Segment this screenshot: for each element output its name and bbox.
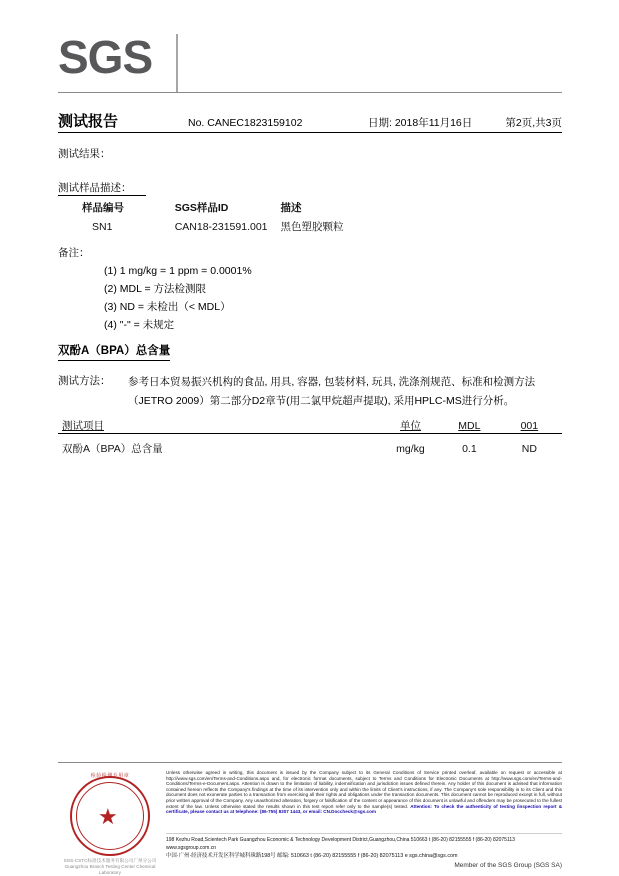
cell-test-item: 双酚A（BPA）总含量 bbox=[62, 443, 163, 455]
list-item: (1) 1 mg/kg = 1 ppm = 0.0001% bbox=[104, 265, 252, 277]
cell-unit: mg/kg bbox=[396, 442, 425, 455]
legal-doccheck-line: Attention: To check the authenticity of testing /inspection report & certificate, please contact us at telephone: (86-755) 8307 1443, or email: CN.Doccheck@sgs.com bbox=[166, 803, 563, 815]
seal-caption bbox=[62, 858, 158, 876]
section-heading-bpa: 双酚A（BPA）总含量 bbox=[58, 342, 170, 361]
results-label: 测试结果： bbox=[58, 148, 111, 160]
col-sample-no: 样品编号 bbox=[82, 202, 124, 214]
report-number: No. CANEC1823159102 bbox=[188, 117, 303, 129]
report-date: 日期: 2018年11月16日 bbox=[368, 117, 473, 129]
footer-address bbox=[166, 836, 562, 860]
company-seal-stamp bbox=[62, 772, 158, 875]
cell-mdl: 0.1 bbox=[462, 442, 477, 455]
footer-member-line: Member of the SGS Group (SGS SA) bbox=[454, 862, 562, 869]
report-header-row bbox=[58, 110, 562, 131]
sample-description-underline bbox=[58, 195, 146, 196]
sgs-logo-text: SGS bbox=[58, 31, 153, 83]
sample-description-label: 测试样品描述： bbox=[58, 182, 132, 194]
cell-result-001: ND bbox=[521, 442, 537, 455]
footer-address-cn bbox=[166, 852, 562, 860]
address-divider bbox=[166, 833, 562, 834]
cell-sgs-id: CAN18-231591.001 bbox=[174, 220, 268, 233]
table-row bbox=[58, 436, 562, 457]
list-item: (4) "-" = 未规定 bbox=[104, 319, 175, 331]
col-description: 描述 bbox=[280, 202, 302, 214]
header-divider bbox=[58, 92, 562, 93]
remarks-label: 备注： bbox=[58, 247, 90, 259]
sample-table bbox=[82, 200, 482, 234]
result-table bbox=[58, 418, 562, 457]
footer-divider bbox=[58, 762, 562, 763]
table-row bbox=[82, 219, 482, 234]
seal-caption-line-1: SGS-CSTC标准技术服务有限公司广州分公司 bbox=[63, 858, 157, 863]
table-header-row bbox=[82, 200, 482, 219]
star-icon: ★ bbox=[98, 804, 118, 829]
col-test-item: 测试项目 bbox=[62, 420, 104, 432]
seal-caption-line-2: Guangzhou Branch Testing Center Chemical Laboratory bbox=[64, 864, 156, 875]
footer-address-cn-main: 中国·广州·经济技术开发区科学城科珠路198号 bbox=[166, 853, 276, 859]
col-unit: 单位 bbox=[399, 420, 421, 432]
test-method-label: 测试方法： bbox=[58, 375, 111, 387]
col-sgs-id: SGS样品ID bbox=[174, 202, 229, 214]
cell-description: 黑色塑胶颗粒 bbox=[280, 221, 344, 233]
col-sample-001: 001 bbox=[520, 419, 539, 432]
list-item: (2) MDL = 方法检测限 bbox=[104, 283, 206, 295]
legal-paragraph: Unless otherwise agreed in writing, this document is issued by the Company subject to its General Conditions of Service printed overleaf, available on request or accessible at http://www.sgs.com/en/Terms-and-Conditions.aspx and, for electronic format documents, subject to Terms and Conditions for Electronic Documents at http://www.sgs.com/en/Terms-and-Conditions/Terms-e-Document.aspx. Attention is drawn to the limitation of liability, indemnification and jurisdiction issues defined therein. Any holder of this document is advised that information contained hereon reflects the Company's findings at the time of its intervention only and within the limits of Client's instructions, if any. The Company's sole responsibility is to its Client and this document does not exonerate parties to a transaction from exercising all their rights and obligations under the transaction documents. This document cannot be reproduced except in full, without prior written approval of the Company. Any unauthorized alteration, forgery or falsification of the content or appearance of this document is unlawful and offenders may be prosecuted to the fullest extent of the law. Unless otherwise stated the results shown in this test report refer only to the sample(s) tested. bbox=[166, 770, 562, 809]
result-table-header-rule bbox=[58, 433, 562, 434]
title-divider bbox=[58, 132, 562, 133]
test-method-text: 参考日本贸易振兴机构的食品, 用具, 容器, 包装材料, 玩具, 洗涤剂规范、标准和检测方法（JETRO 2009）第二部分D2章节(用二氯甲烷超声提取), 采用HPLC-MS进行分析。 bbox=[128, 376, 536, 407]
col-mdl: MDL bbox=[458, 419, 481, 432]
footer-legal-text bbox=[166, 770, 562, 815]
cell-sample-no: SN1 bbox=[92, 220, 113, 233]
list-item: (3) ND = 未检出（< MDL） bbox=[104, 301, 231, 313]
remarks-list bbox=[104, 262, 252, 334]
seal-text: 检验检测专用章 bbox=[90, 773, 130, 779]
footer-address-en: 198 Kezhu Road,Scientech Park Guangzhou Economic & Technology Development District,Guangzhou,China 510663 t (86-20) 82155555 f (86-20) 82075113 www.sgsgroup.com.cn bbox=[166, 837, 515, 851]
logo-vertical-divider bbox=[176, 34, 178, 92]
sgs-logo bbox=[58, 32, 178, 90]
footer-address-cn-tail: 邮编: 510663 t (86-20) 82155555 f (86-20) 82075113 e sgs.china@sgs.com bbox=[277, 853, 458, 859]
page-number: 第2页,共3页 bbox=[505, 117, 562, 129]
page-title: 测试报告 bbox=[58, 113, 119, 130]
